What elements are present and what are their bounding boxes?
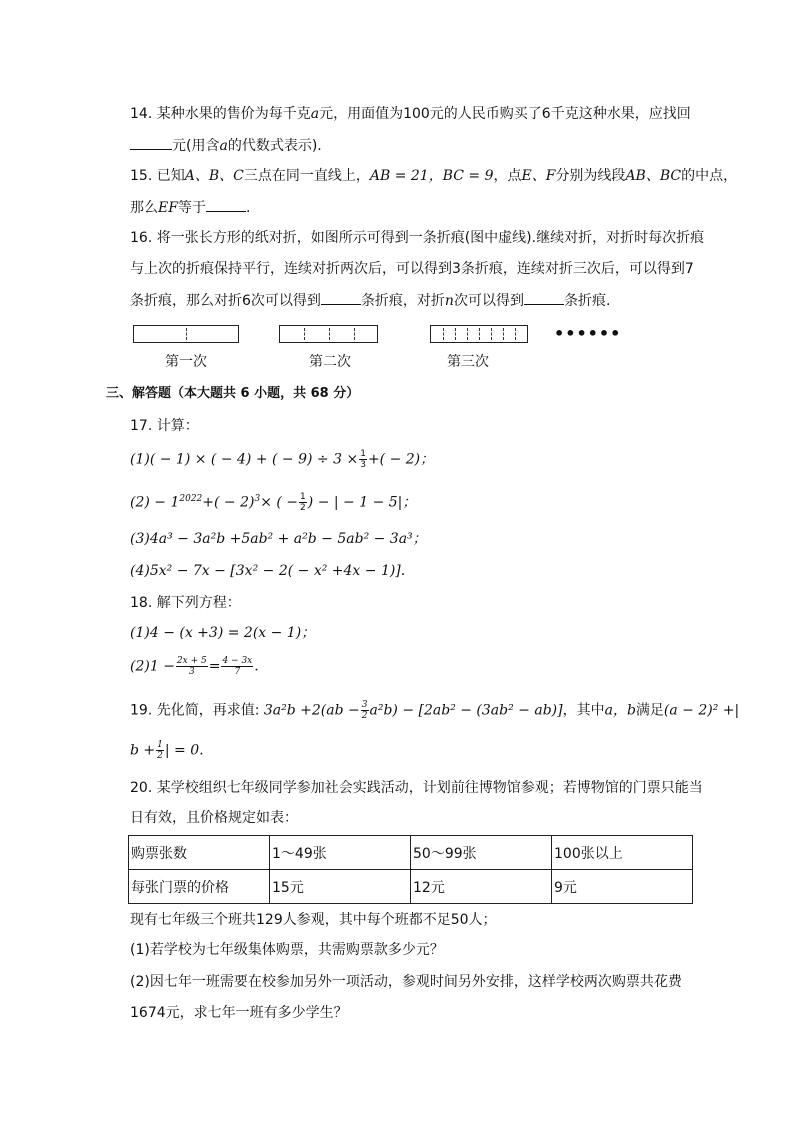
fold-crease xyxy=(354,328,355,340)
q19-fraction-2 xyxy=(156,740,164,761)
q14-line1 xyxy=(130,104,691,124)
q16-text-a: 条折痕，那么对折6次可以得到 xyxy=(130,293,321,309)
q20-line3: 现有七年级三个班共129人参观，其中每个班都不足50人； xyxy=(130,912,497,928)
q19-line2 xyxy=(130,740,204,761)
q18-fraction-1 xyxy=(176,656,208,677)
fraction-numerator: 2x + 5 xyxy=(176,656,207,666)
q17-title: 17. 计算： xyxy=(130,418,199,434)
q16-text-b: 条折痕，对折 xyxy=(360,293,445,309)
q17-p2-exponent-2: 3 xyxy=(254,493,261,504)
q19-expr-c: (a − 2)² +| xyxy=(663,702,740,719)
table-cell: 15元 xyxy=(270,870,411,904)
q17-p2-exponent: 2022 xyxy=(179,493,203,504)
fold-paper-3 xyxy=(430,325,528,343)
q20-line1: 20. 某学校组织七年级同学参加社会实践活动，计划前往博物馆参观；若博物馆的门票只能当 xyxy=(130,780,703,796)
q15-lengths: AB = 21，BC = 9 xyxy=(369,168,494,184)
q15-text-f: 那么 xyxy=(130,200,158,216)
table-cell: 购票张数 xyxy=(129,836,270,870)
fold-crease xyxy=(479,328,480,340)
q17-p2-a: (2) − 1 xyxy=(130,494,180,511)
fraction-denominator: 3 xyxy=(188,667,195,677)
fraction-numerator: 1 xyxy=(157,740,163,750)
q14-text-b: 元，用面值为100元的人民币购买了6千克这种水果，应找回 xyxy=(319,106,691,122)
q20-part2: (2)因七年一班需要在校参加另外一项活动，参观时间另外安排，这样学校两次购票共花费 xyxy=(130,974,682,990)
q18-p2-a: (2)1 − xyxy=(130,658,175,675)
fold-crease xyxy=(467,328,468,340)
q15-text-g: 等于 xyxy=(177,200,206,216)
fraction-denominator: 2 xyxy=(300,503,306,513)
q16-text-c: 次可以得到 xyxy=(453,293,524,309)
q18-part2 xyxy=(130,656,259,677)
q19-line1 xyxy=(130,700,739,721)
fraction-numerator: 4 − 3x xyxy=(222,656,253,666)
fold-crease xyxy=(443,328,444,340)
q17-p2-b: +( − 2) xyxy=(202,494,255,511)
q17-p1-expr: (1)( − 1) × ( − 4) + ( − 9) ÷ 3 × xyxy=(130,451,359,468)
q16-line2: 与上次的折痕保持平行，连续对折两次后，可以得到3条折痕，连续对折三次后，可以得到7 xyxy=(130,261,694,277)
q18-part1: (1)4 − (x +3) = 2(x − 1)； xyxy=(130,625,316,641)
table-cell: 1～49张 xyxy=(270,836,411,870)
q17-part3: (3)4a³ − 3a²b +5ab² + a²b − 5ab² − 3a³； xyxy=(130,531,427,547)
fold-crease xyxy=(329,328,330,340)
q20-part2-cont: 1674元，求七年一班有多少学生？ xyxy=(130,1005,348,1021)
q17-p1-end: +( − 2)； xyxy=(367,451,435,468)
q19-text-a: 19. 先化简，再求值: xyxy=(130,702,264,719)
q18-fraction-2 xyxy=(221,656,253,677)
q17-part1 xyxy=(130,449,434,470)
q15-line2 xyxy=(130,197,250,218)
q16-line3 xyxy=(130,290,610,311)
q16-text-d: 条折痕. xyxy=(563,293,611,309)
fold-crease xyxy=(491,328,492,340)
q19-text-c: 满足 xyxy=(635,702,664,719)
q15-line1 xyxy=(130,166,737,186)
q14-var: a xyxy=(310,106,320,122)
fraction-denominator: 7 xyxy=(234,667,241,677)
q14-text: 14. 某种水果的售价为每千克 xyxy=(130,106,311,122)
q18-end: . xyxy=(254,658,259,675)
table-cell: 9元 xyxy=(552,870,693,904)
q14-text-c: 元(用含 xyxy=(172,138,220,154)
table-row xyxy=(129,836,693,870)
q18-equals: = xyxy=(208,658,221,675)
q17-p2-fraction xyxy=(299,492,307,513)
q19-expr-d: b + xyxy=(130,742,156,759)
fold-crease xyxy=(515,328,516,340)
q14-text-d: 的代数式表示). xyxy=(227,138,322,154)
q19-expr-e: | = 0. xyxy=(164,742,204,759)
fold-crease xyxy=(455,328,456,340)
q20-line2: 日有效，且价格规定如表： xyxy=(130,810,298,826)
q19-vars: a，b xyxy=(604,702,636,719)
fold-crease xyxy=(304,328,305,340)
q16-answer-blank-1[interactable] xyxy=(321,290,361,305)
fraction-numerator: 1 xyxy=(300,492,306,502)
fraction-denominator: 2 xyxy=(157,751,163,761)
fold-caption-3: 第三次 xyxy=(447,354,489,370)
q18-title: 18. 解下列方程： xyxy=(130,595,241,611)
table-cell: 每张门票的价格 xyxy=(129,870,270,904)
q19-expr-b: a²b) − [2ab² − (3ab² − ab)] xyxy=(369,702,563,719)
q16-line1: 16. 将一张长方形的纸对折，如图所示可得到一条折痕(图中虚线).继续对折，对折时每次折痕 xyxy=(130,230,705,246)
q15-answer-blank[interactable] xyxy=(206,197,246,212)
fold-crease xyxy=(503,328,504,340)
q17-part4: (4)5x² − 7x − [3x² − 2( − x² +4x − 1)]. xyxy=(130,563,406,579)
fraction-denominator: 3 xyxy=(360,460,366,470)
q16-answer-blank-2[interactable] xyxy=(524,290,564,305)
fold-paper-2 xyxy=(279,325,378,343)
q19-text-b: ，其中 xyxy=(562,702,605,719)
q19-expr-a: 3a²b +2(ab − xyxy=(263,702,360,719)
table-cell: 50～99张 xyxy=(411,836,552,870)
q15-text-e: 的中点， xyxy=(681,168,738,184)
q15-text-c: ，点 xyxy=(493,168,522,184)
q15-text-d: 分别为线段 xyxy=(555,168,626,184)
table-cell: 100张以上 xyxy=(552,836,693,870)
fold-paper-1 xyxy=(133,325,239,343)
price-table xyxy=(128,835,693,904)
fraction-numerator: 1 xyxy=(360,449,366,459)
q15-end: . xyxy=(245,200,251,216)
fold-ellipsis: •••••• xyxy=(554,324,622,343)
section-heading: 三、解答题（本大题共 6 小题，共 68 分） xyxy=(106,386,360,401)
q20-part1: (1)若学校为七年级集体购票，共需购票款多少元？ xyxy=(130,942,444,958)
q15-points: A、B、C xyxy=(184,168,244,184)
q15-ef: E、F xyxy=(521,168,556,184)
fraction-denominator: 2 xyxy=(361,711,368,721)
table-cell: 12元 xyxy=(411,870,552,904)
q14-line2 xyxy=(130,135,322,156)
q17-p1-fraction xyxy=(359,449,367,470)
fold-caption-1: 第一次 xyxy=(165,354,207,370)
q15-segments: AB、BC xyxy=(625,168,682,184)
fraction-numerator: 3 xyxy=(361,700,368,710)
q14-var-b: a xyxy=(219,138,228,154)
q15-text: 15. 已知 xyxy=(130,168,185,184)
q15-text-b: 三点在同一直线上， xyxy=(243,168,370,184)
table-row xyxy=(129,870,693,904)
q16-var-n: n xyxy=(444,293,454,309)
q14-answer-blank[interactable] xyxy=(130,135,172,150)
q17-p2-d: ) − | − 1 − 5|； xyxy=(307,494,417,511)
q17-p2-c: × ( − xyxy=(260,494,299,511)
q17-part2 xyxy=(130,492,416,513)
q15-ef-b: EF xyxy=(158,200,178,216)
q19-fraction xyxy=(361,700,369,721)
fold-crease xyxy=(186,328,187,340)
fold-caption-2: 第二次 xyxy=(309,354,351,370)
